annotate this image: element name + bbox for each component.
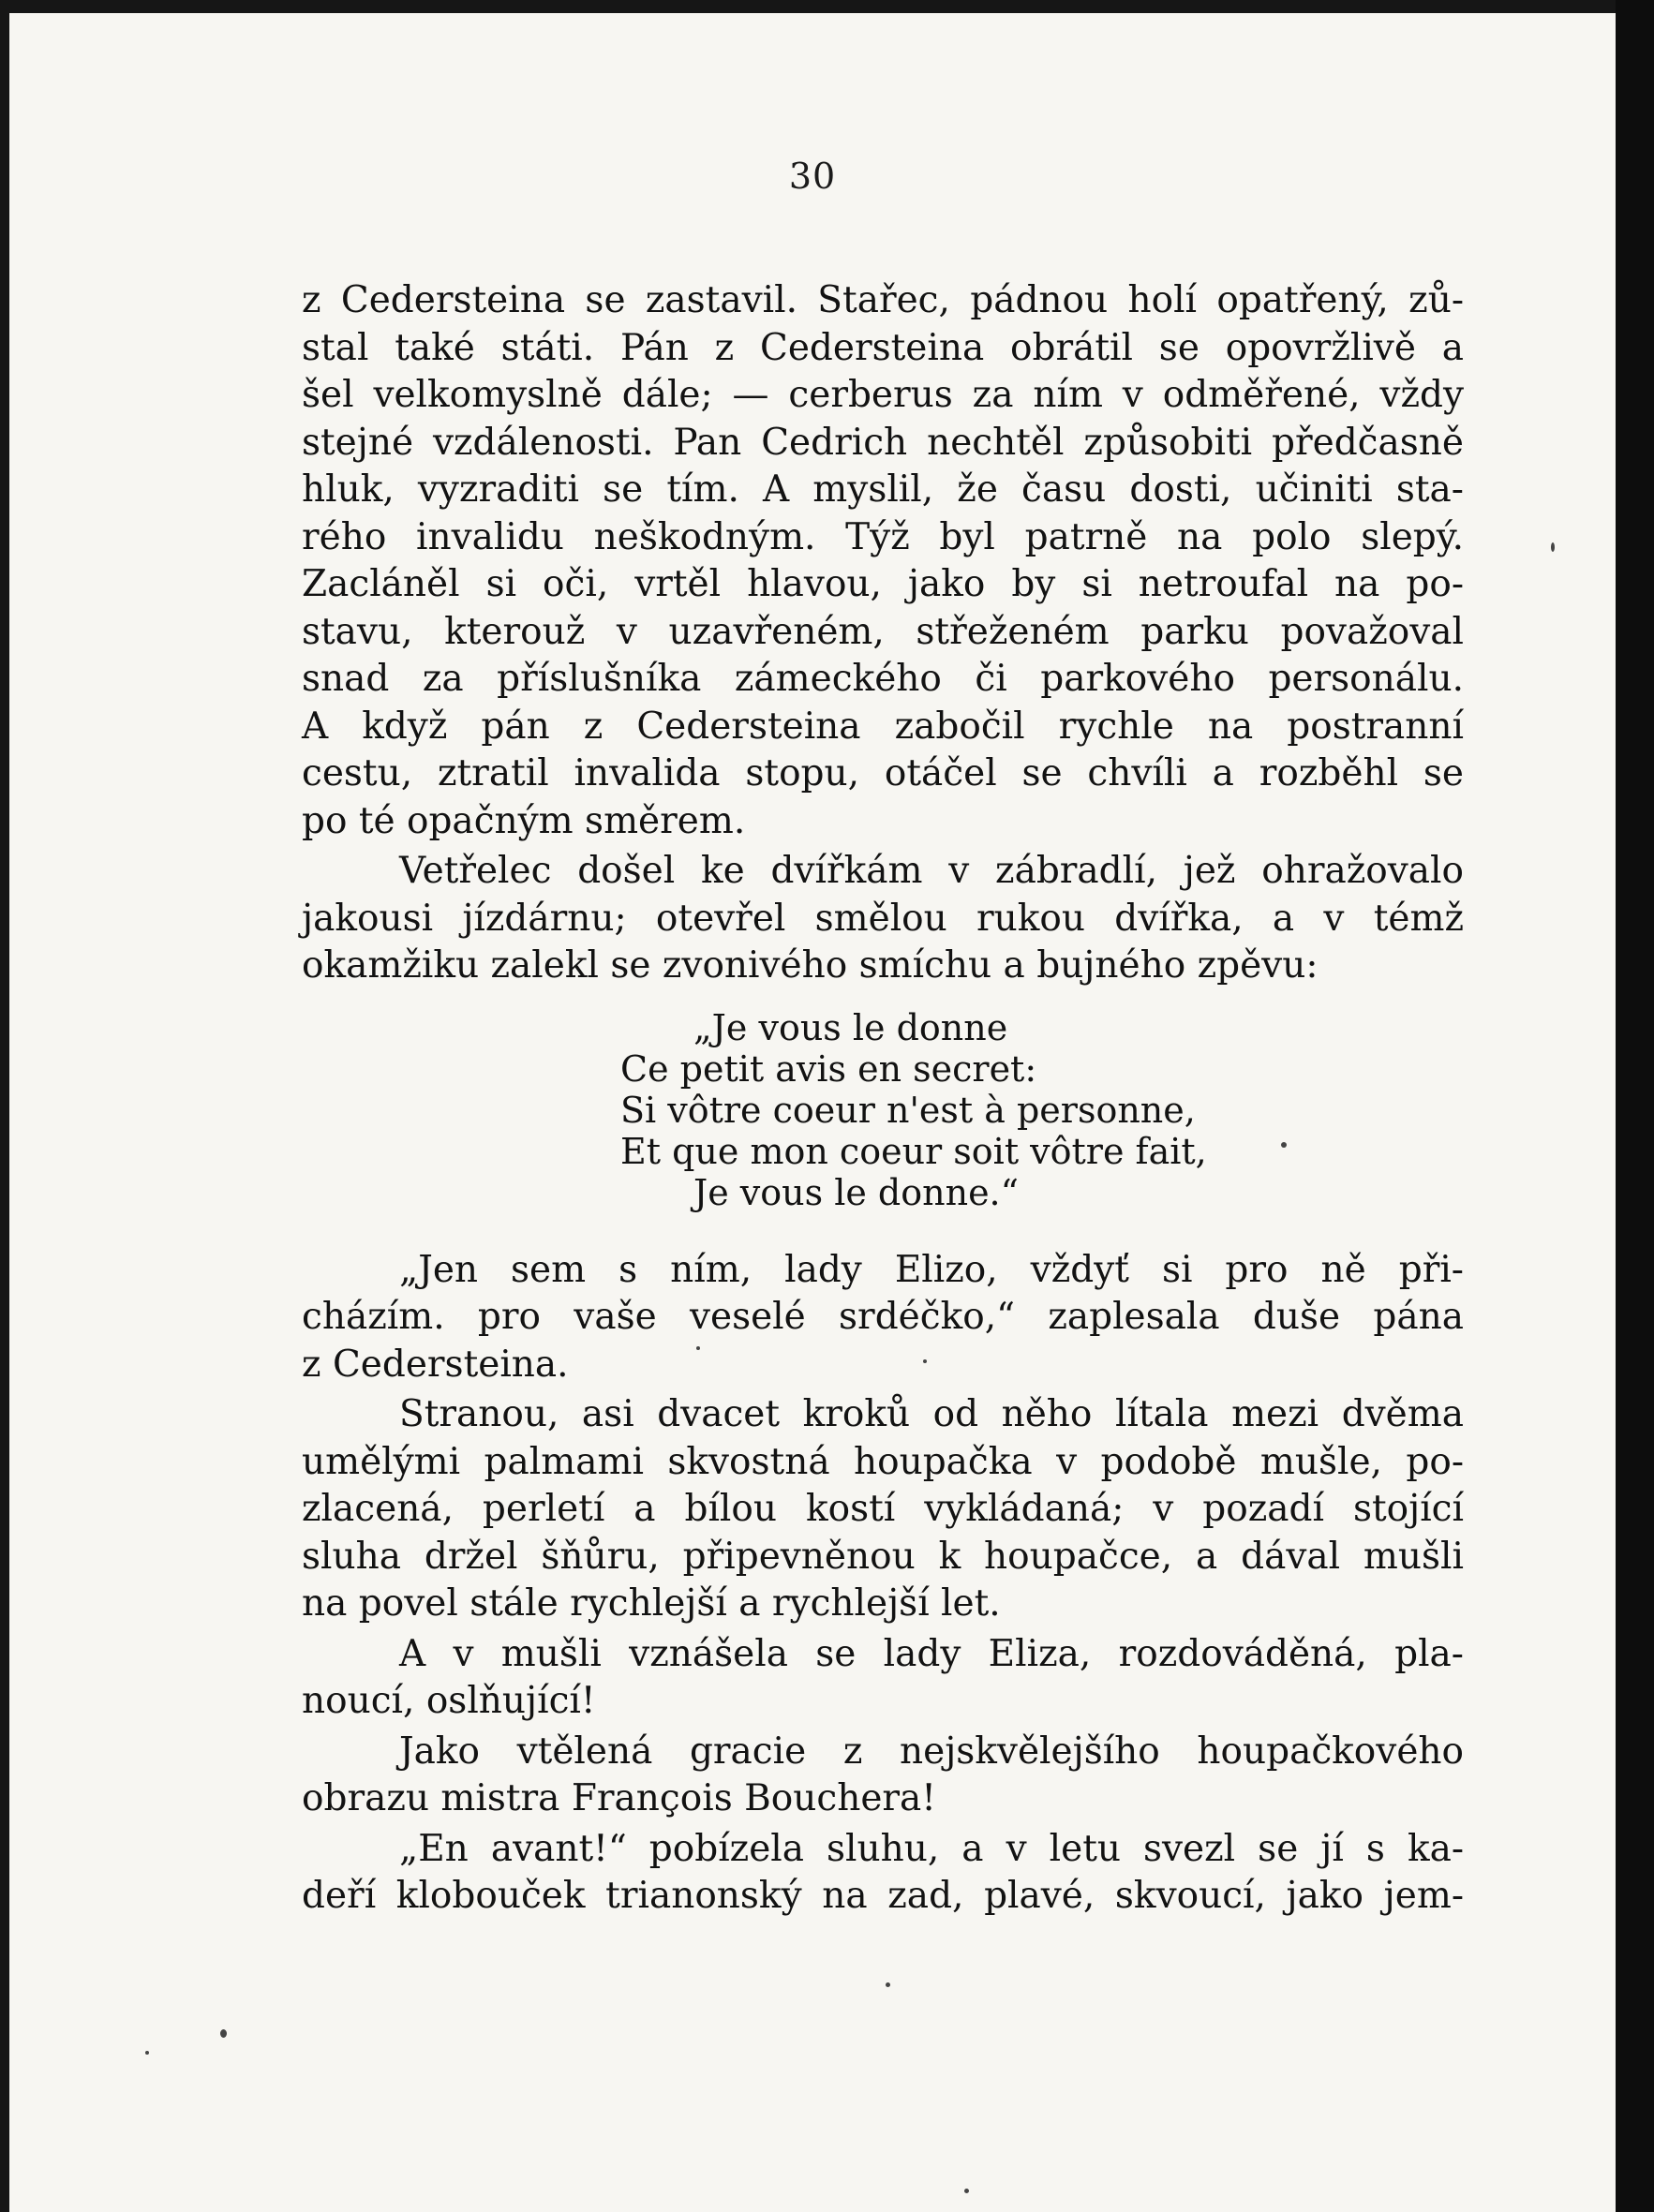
scan-speck bbox=[145, 2051, 149, 2055]
paragraph bbox=[302, 1391, 1464, 1628]
paragraph bbox=[302, 1247, 1464, 1389]
text-line: stejné vzdálenosti. Pan Cedrich nechtěl způsobiti předčasně bbox=[302, 421, 1464, 464]
scan-speck bbox=[886, 1982, 890, 1987]
text-line: „Jen sem s ním, lady Elizo, vždyť si pro ně při- bbox=[399, 1248, 1464, 1291]
poem-line: Ce petit avis en secret: bbox=[620, 1047, 1037, 1090]
poem-line: Je vous le donne.“ bbox=[693, 1171, 1020, 1213]
paragraph bbox=[302, 1631, 1464, 1726]
text-line: zlacená, perletí a bílou kostí vykládaná; v pozadí stojící bbox=[302, 1488, 1464, 1530]
text-line: Jako vtělená gracie z nejskvělejšího houpačkového bbox=[399, 1730, 1464, 1773]
poem-quote bbox=[620, 1007, 1464, 1213]
text-line: obrazu mistra François Bouchera! bbox=[302, 1777, 936, 1819]
paragraph bbox=[302, 848, 1464, 990]
paragraph bbox=[302, 277, 1464, 845]
page-number: 30 bbox=[788, 156, 837, 197]
book-page bbox=[9, 13, 1616, 2212]
text-line: šel velkomyslně dále; — cerberus za ním v odměřené, vždy bbox=[302, 374, 1464, 416]
text-line: hluk, vyzraditi se tím. A myslil, že času dosti, učiniti sta- bbox=[302, 468, 1464, 511]
scan-edge-strip bbox=[1616, 0, 1654, 2212]
text-line: sluha držel šňůru, připevněnou k houpačce, a dával mušli bbox=[302, 1535, 1464, 1578]
paragraph bbox=[302, 1729, 1464, 1823]
scan-speck bbox=[696, 1346, 700, 1350]
text-line: deří klobouček trianonský na zad, plavé, skvoucí, jako jem- bbox=[302, 1875, 1464, 1917]
text-line: stavu, kterouž v uzavřeném, střeženém parku považoval bbox=[302, 610, 1464, 653]
text-line: z Cedersteina. bbox=[302, 1343, 569, 1386]
scan-speck bbox=[220, 2029, 227, 2038]
text-line: okamžiku zalekl se zvonivého smíchu a bujného zpěvu: bbox=[302, 944, 1319, 987]
text-line: umělými palmami skvostná houpačka v podobě mušle, po- bbox=[302, 1440, 1464, 1483]
scan-speck bbox=[923, 1359, 927, 1363]
page-text bbox=[302, 277, 1464, 1923]
scan-speck bbox=[1551, 542, 1555, 552]
text-line: na povel stále rychlejší a rychlejší let. bbox=[302, 1582, 1001, 1625]
text-line: jakousi jízdárnu; otevřel smělou rukou dvířka, a v témž bbox=[302, 897, 1464, 940]
text-line: A když pán z Cedersteina zabočil rychle na postranní bbox=[302, 705, 1464, 748]
text-line: Zacláněl si oči, vrtěl hlavou, jako by si netroufal na po- bbox=[302, 563, 1464, 605]
text-line: „En avant!“ pobízela sluhu, a v letu svezl se jí s ka- bbox=[399, 1827, 1464, 1870]
text-line: Vetřelec došel ke dvířkám v zábradlí, jež ohražovalo bbox=[399, 850, 1464, 892]
text-line: cházím. pro vaše veselé srdéčko,“ zaplesala duše pána bbox=[302, 1296, 1464, 1338]
text-line: snad za příslušníka zámeckého či parkového personálu. bbox=[302, 658, 1464, 700]
poem-line: Si vôtre coeur n'est à personne, bbox=[620, 1089, 1196, 1131]
text-line: stal také státi. Pán z Cedersteina obrátil se opovržlivě a bbox=[302, 326, 1464, 369]
text-line: z Cedersteina se zastavil. Stařec, pádnou holí opatřený, zů- bbox=[302, 279, 1464, 321]
text-line: noucí, oslňující! bbox=[302, 1680, 596, 1722]
poem-line: „Je vous le donne bbox=[693, 1006, 1008, 1048]
text-line: A v mušli vznášela se lady Eliza, rozdováděná, pla- bbox=[399, 1632, 1464, 1675]
paragraph bbox=[302, 1826, 1464, 1921]
poem-line: Et que mon coeur soit vôtre fait, bbox=[620, 1130, 1207, 1172]
text-line: rého invalidu neškodným. Týž byl patrně na polo slepý. bbox=[302, 515, 1464, 558]
text-line: Stranou, asi dvacet kroků od něho lítala mezi dvěma bbox=[399, 1393, 1464, 1435]
scan-speck bbox=[1281, 1142, 1287, 1148]
text-line: po té opačným směrem. bbox=[302, 799, 746, 842]
text-line: cestu, ztratil invalida stopu, otáčel se chvíli a rozběhl se bbox=[302, 752, 1464, 794]
scan-speck bbox=[964, 2189, 969, 2193]
